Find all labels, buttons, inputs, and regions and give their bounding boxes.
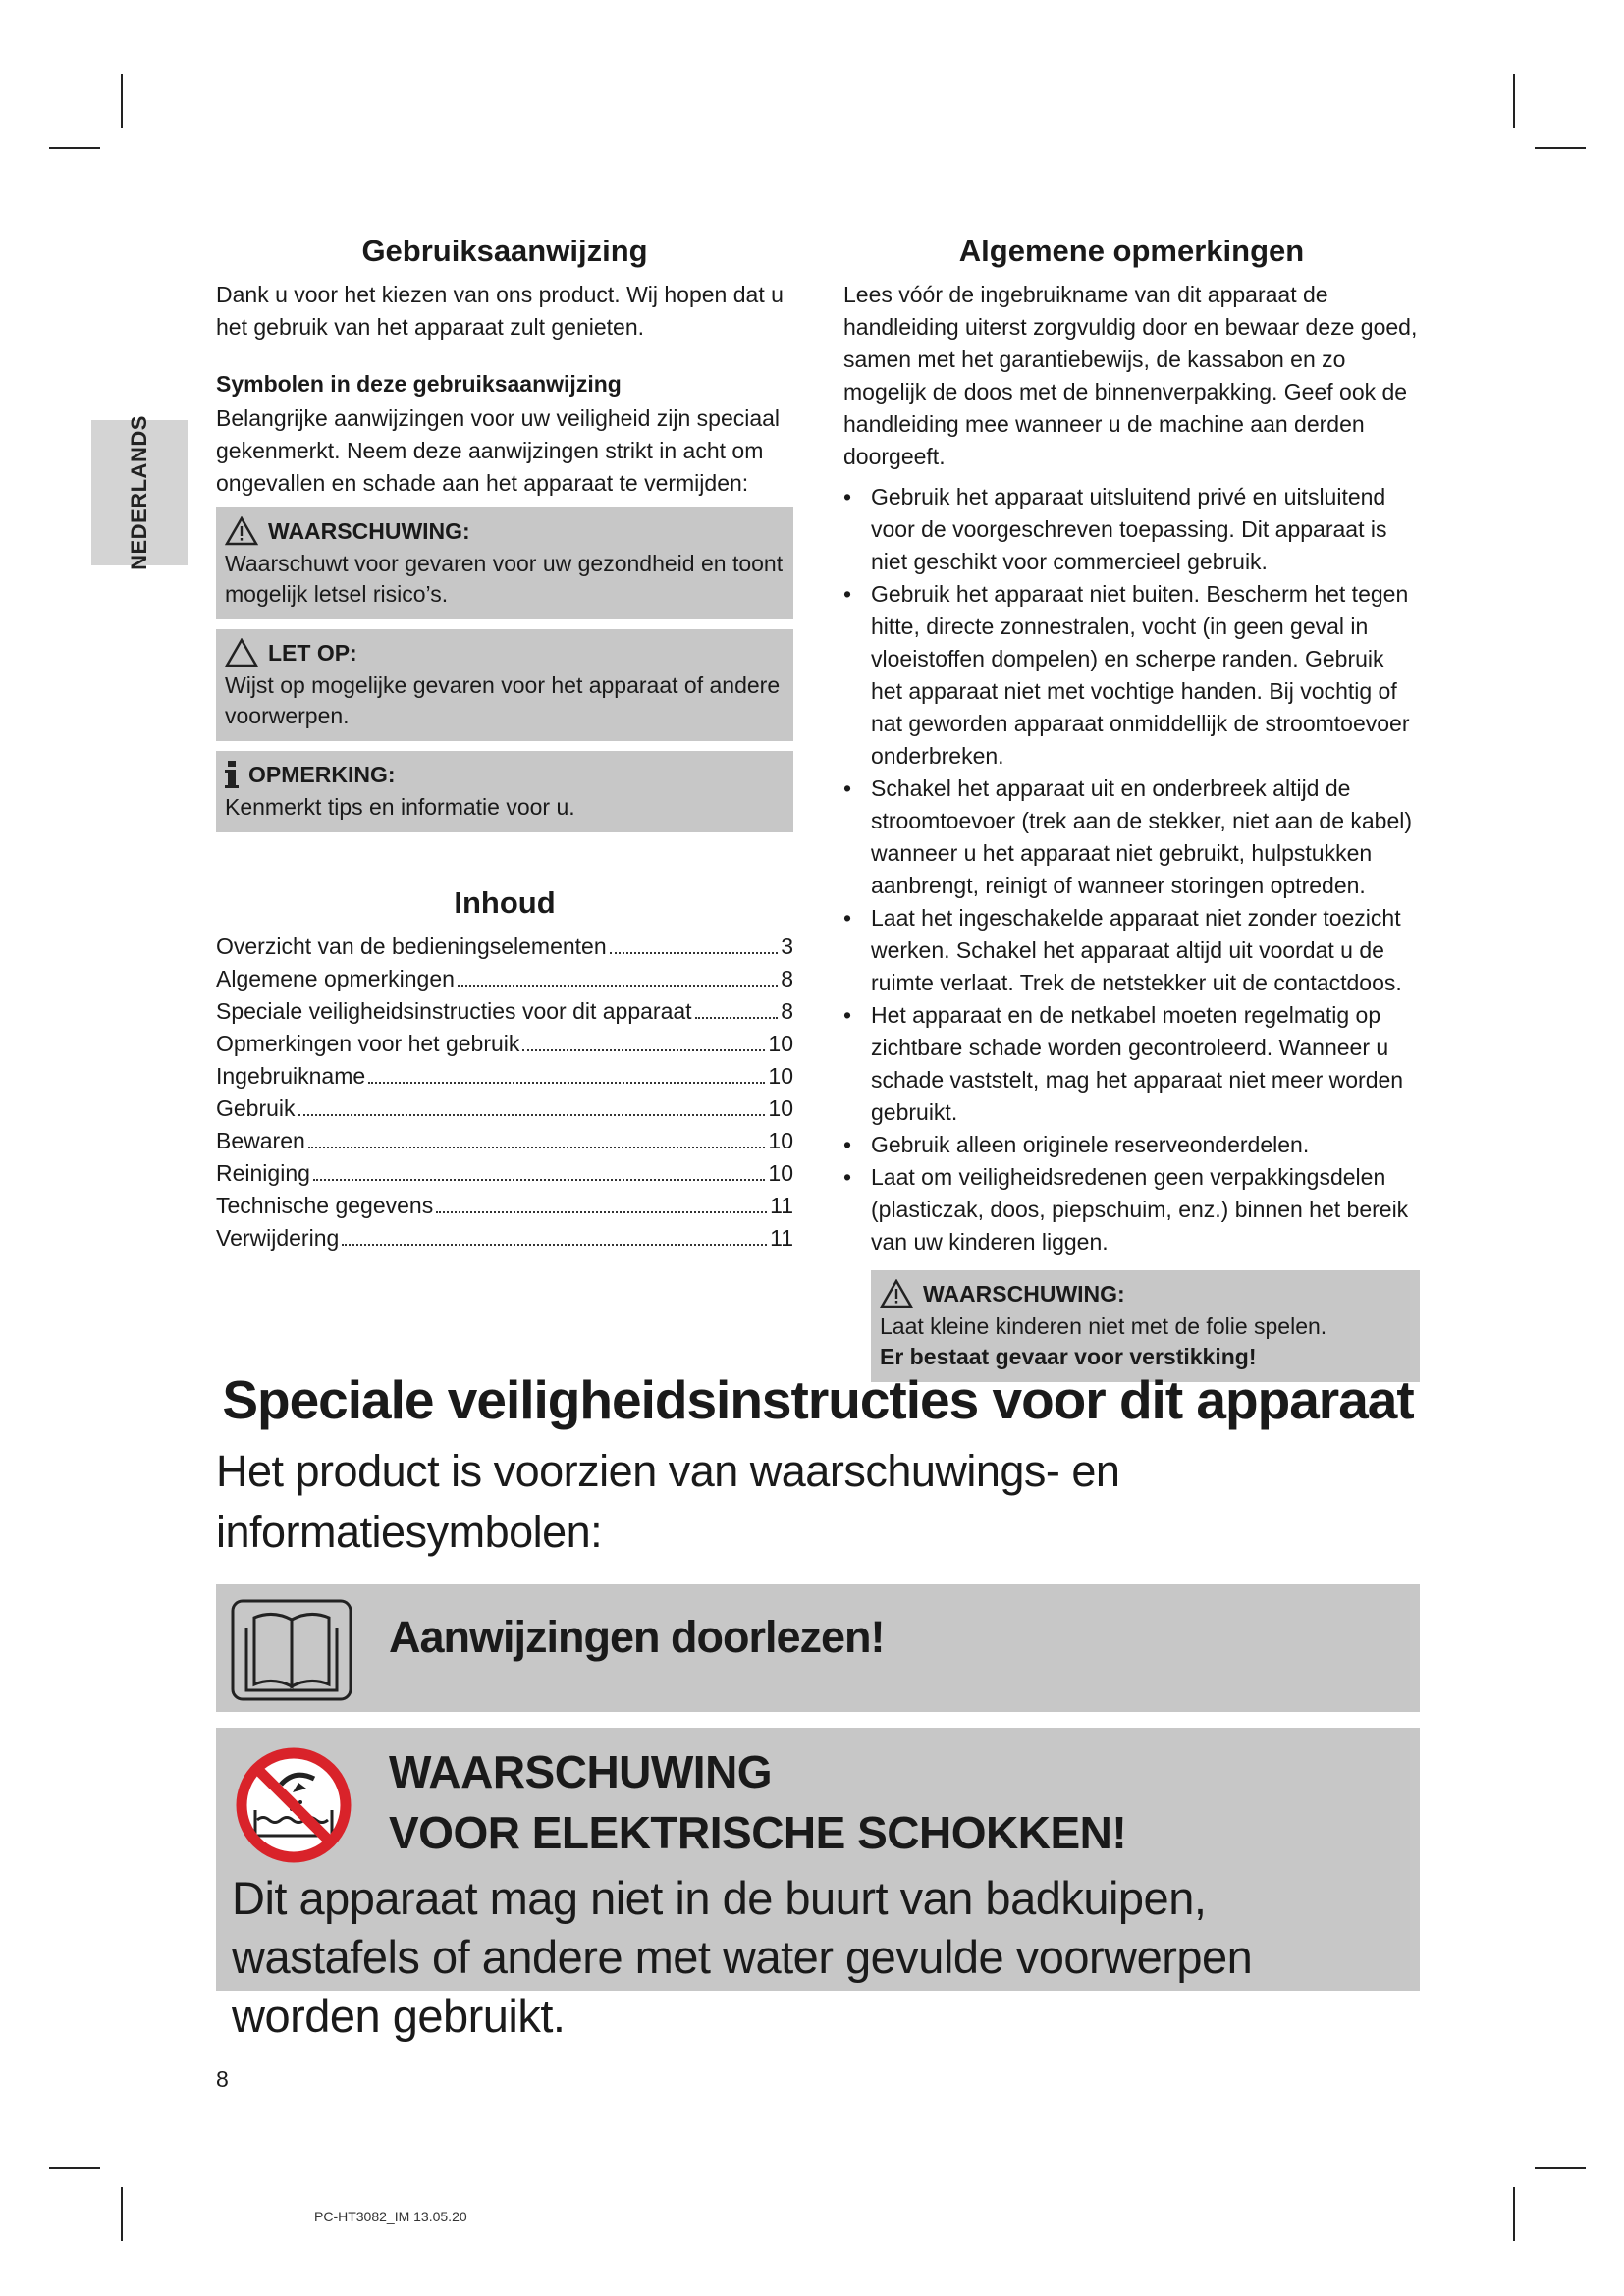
read-instructions-label: Aanwijzingen doorlezen! xyxy=(389,1612,885,1662)
crop-mark xyxy=(1513,2187,1515,2241)
crop-mark xyxy=(1535,147,1586,149)
right-column xyxy=(843,234,1420,1382)
toc-entry: Reiniging 10 xyxy=(216,1160,793,1186)
crop-mark xyxy=(1535,2167,1586,2169)
safety-bullet-list xyxy=(843,481,1420,1258)
caution-box-title: LET OP: xyxy=(268,640,357,666)
warning-triangle-icon xyxy=(225,516,258,546)
list-item: • Laat het ingeschakelde apparaat niet zonder toezicht werken. Schakel het apparaat altijd uit voordat u de ruimte verlaat. Trek de netstekker uit de contactdoos. xyxy=(843,902,1420,999)
footer-document-id: PC-HT3082_IM 13.05.20 xyxy=(314,2209,467,2224)
toc-entry: Technische gegevens 11 xyxy=(216,1193,793,1218)
toc-title: Inhoud xyxy=(454,885,556,920)
list-item: • Gebruik alleen originele reserveonderdelen. xyxy=(843,1129,1420,1161)
list-item: • Laat om veiligheidsredenen geen verpakkingsdelen (plasticzak, doos, piepschuim, enz.) binnen het bereik van uw kinderen liggen. xyxy=(843,1161,1420,1258)
list-item: • Gebruik het apparaat uitsluitend privé en uitsluitend voor de voorgeschreven toepassing. Dit apparaat is niet geschikt voor commercieel gebruik. xyxy=(843,481,1420,578)
crop-mark xyxy=(1513,74,1515,128)
symbols-subheading: Het product is voorzien van waarschuwings- en informatiesymbolen: xyxy=(216,1446,1120,1557)
info-icon xyxy=(225,761,239,788)
toc-entry: Bewaren 10 xyxy=(216,1128,793,1153)
caution-triangle-icon xyxy=(225,638,258,667)
shock-warning-title: WAARSCHUWING VOOR ELEKTRISCHE SCHOKKEN! xyxy=(389,1746,1127,1858)
warning-box xyxy=(216,507,793,619)
crop-mark xyxy=(121,74,123,128)
caution-box-text: Wijst op mogelijke gevaren voor het apparaat of andere voorwerpen. xyxy=(225,672,781,728)
manual-title: Gebruiksaanwijzing xyxy=(361,234,648,268)
warning-triangle-icon xyxy=(880,1279,913,1308)
note-box-text: Kenmerkt tips en informatie voor u. xyxy=(225,794,575,820)
crop-mark xyxy=(49,2167,100,2169)
special-safety-heading: Speciale veiligheidsinstructies voor dit apparaat xyxy=(222,1369,1414,1430)
special-safety-section xyxy=(216,1364,1420,2042)
suffocation-warning-emphasis: Er bestaat gevaar voor verstikking! xyxy=(880,1344,1257,1369)
table-of-contents xyxy=(216,931,793,1255)
symbols-heading: Symbolen in deze gebruiksaanwijzing xyxy=(216,371,622,397)
note-box xyxy=(216,751,793,832)
list-item: • Gebruik het apparaat niet buiten. Bescherm het tegen hitte, directe zonnestralen, vocht (in geen geval in vloeistoffen dompelen) en scherpe randen. Gebruik het apparaat niet met vochtige handen. Bij vochtig of nat geworden apparaat onmiddellijk de stroomtoevoer onderbreken. xyxy=(843,578,1420,773)
caution-box xyxy=(216,629,793,741)
language-side-tab xyxy=(91,415,188,570)
suffocation-warning-text: Laat kleine kinderen niet met de folie spelen. xyxy=(880,1313,1327,1339)
read-instructions-box xyxy=(216,1584,1420,1712)
electric-shock-warning-box xyxy=(216,1728,1420,2042)
warning-box-text: Waarschuwt voor gevaren voor uw gezondheid en toont mogelijk letsel risico’s. xyxy=(225,551,784,607)
page-number: 8 xyxy=(216,2066,229,2092)
no-water-prohibition-icon xyxy=(234,1745,353,1865)
note-box-title: OPMERKING: xyxy=(248,762,396,787)
toc-entry: Verwijdering 11 xyxy=(216,1225,793,1251)
intro-text: Dank u voor het kiezen van ons product. Wij hopen dat u het gebruik van het apparaat zult genieten. xyxy=(216,282,784,340)
open-book-icon xyxy=(230,1598,353,1702)
left-column xyxy=(216,234,793,1255)
warning-box-title: WAARSCHUWING: xyxy=(268,518,470,544)
toc-entry: Algemene opmerkingen 8 xyxy=(216,966,793,991)
list-item: • Schakel het apparaat uit en onderbreek altijd de stroomtoevoer (trek aan de stekker, niet aan de kabel) wanneer u het apparaat niet gebruikt, hulpstukken aanbrengt, reinigt of wanneer storingen optreden. xyxy=(843,773,1420,902)
general-remarks-intro: Lees vóór de ingebruikname van dit apparaat de handleiding uiterst zorgvuldig door en bewaar deze goed, samen met het garantiebewijs, de kassabon en zo mogelijk de doos met de binnenverpakking. Geef ook de handleiding mee wanneer u de machine aan derden doorgeeft. xyxy=(843,282,1418,469)
list-item: • Het apparaat en de netkabel moeten regelmatig op zichtbare schade worden gecontroleerd. Wanneer u schade vaststelt, mag het apparaat niet meer worden gebruikt. xyxy=(843,999,1420,1129)
crop-mark xyxy=(49,147,100,149)
toc-entry: Opmerkingen voor het gebruik 10 xyxy=(216,1031,793,1056)
general-remarks-title: Algemene opmerkingen xyxy=(958,234,1305,268)
toc-entry: Overzicht van de bedieningselementen 3 xyxy=(216,934,793,959)
crop-mark xyxy=(121,2187,123,2241)
shock-warning-text: Dit apparaat mag niet in de buurt van badkuipen, wastafels of andere met water gevulde voorwerpen worden gebruikt. xyxy=(232,1872,1253,2042)
symbols-text: Belangrijke aanwijzingen voor uw veiligheid zijn speciaal gekenmerkt. Neem deze aanwijzingen strikt in acht om ongevallen en schade aan het apparaat te vermijden: xyxy=(216,405,781,496)
suffocation-warning-title: WAARSCHUWING: xyxy=(923,1281,1125,1307)
toc-entry: Speciale veiligheidsinstructies voor dit apparaat 8 xyxy=(216,998,793,1024)
toc-entry: Ingebruikname 10 xyxy=(216,1063,793,1089)
toc-entry: Gebruik 10 xyxy=(216,1095,793,1121)
language-side-tab-label: NEDERLANDS xyxy=(127,415,151,570)
